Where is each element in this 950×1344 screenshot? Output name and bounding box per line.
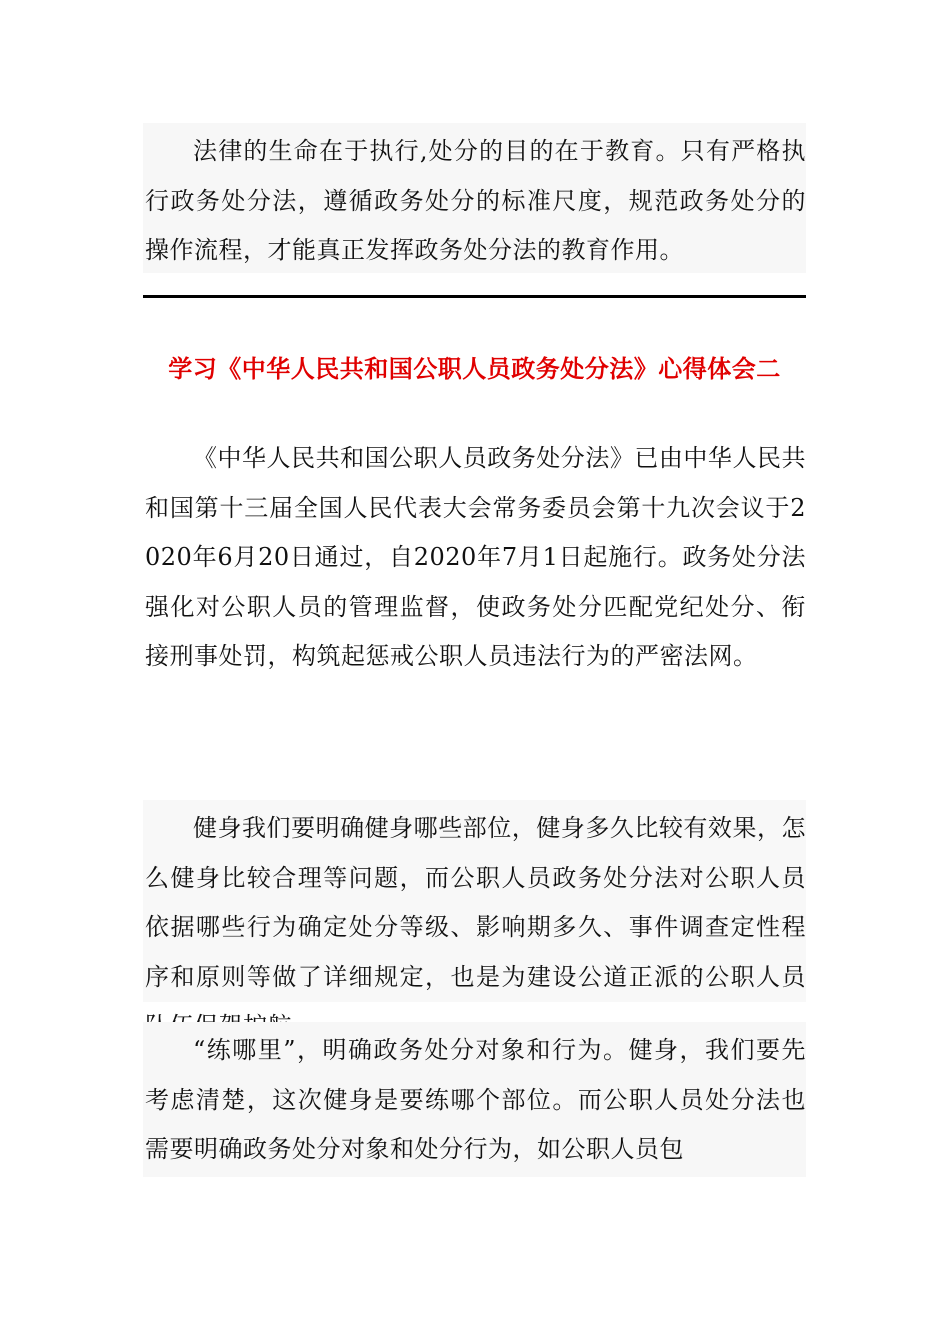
section-heading: 学习《中华人民共和国公职人员政务处分法》心得体会二 xyxy=(168,354,781,383)
paragraph-2: 《中华人民共和国公职人员政务处分法》已由中华人民共和国第十三届全国人民代表大会常务委员会第十九次会议于2020年6月20日通过，自2020年7月1日起施行。政务处分法强化对公职人员的管理监督，使政务处分匹配党纪处分、衔接刑事处罚，构筑起惩戒公职人员违法行为的严密法网。 xyxy=(145,444,806,670)
paragraph-block-1 xyxy=(143,123,806,273)
paragraph-3: 健身我们要明确健身哪些部位，健身多久比较有效果，怎么健身比较合理等问题，而公职人员政务处分法对公职人员依据哪些行为确定处分等级、影响期多久、事件调查定性程序和原则等做了详细规定，也是为建设公道正派的公职人员 xyxy=(145,814,806,991)
paragraph-block-2 xyxy=(143,430,806,748)
paragraph-block-3 xyxy=(143,800,806,1002)
paragraph-4: “练哪里”，明确政务处分对象和行为。健身，我们要先考虑清楚，这次健身是要练哪个部位。而公职人员处分法也需要明确政务处分对象和处分行为，如公职人员包 xyxy=(145,1036,806,1163)
section-divider xyxy=(143,295,806,298)
paragraph-block-4 xyxy=(143,1022,806,1177)
paragraph-1: 法律的生命在于执行,处分的目的在于教育。只有严格执行政务处分法，遵循政务处分的标准尺度，规范政务处分的操作流程，才能真正发挥政务处分法的教育作用。 xyxy=(145,137,806,264)
